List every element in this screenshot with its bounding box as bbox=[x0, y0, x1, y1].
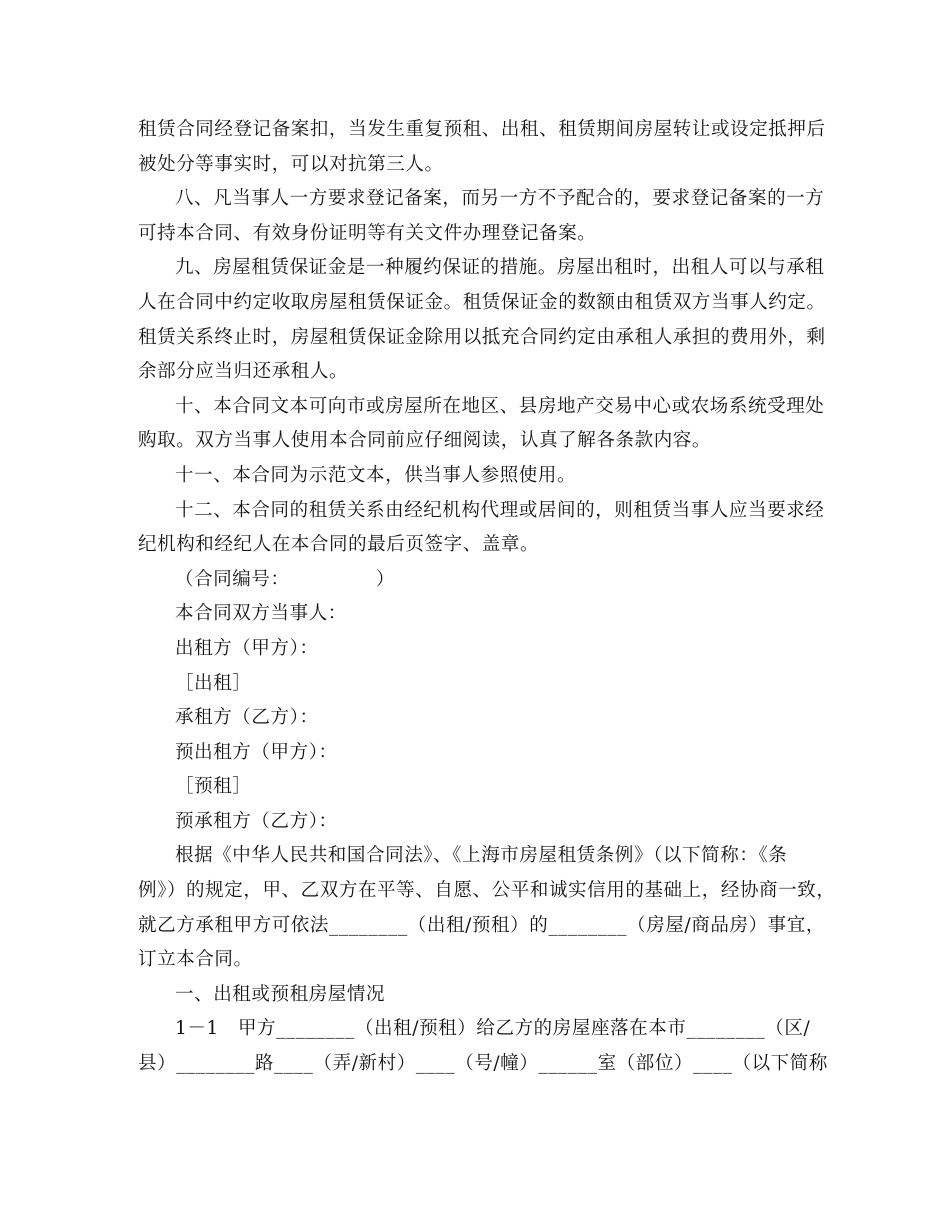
document-line: 十一、本合同为示范文本，供当事人参照使用。 bbox=[175, 464, 577, 486]
document-line: 被处分等事实时，可以对抗第三人。 bbox=[138, 153, 444, 175]
document-line: 购取。双方当事人使用本合同前应仔细阅读，认真了解各条款内容。 bbox=[138, 430, 712, 452]
document-line: ［预租］ bbox=[175, 776, 252, 798]
document-line: 预承租方（乙方）： bbox=[175, 810, 338, 832]
document-line: 就乙方承租甲方可依法________（出租/预租）的________（房屋/商品房）事宜， bbox=[138, 914, 825, 936]
document-line: 出租方（甲方）： bbox=[175, 637, 319, 659]
document-line: 订立本合同。 bbox=[138, 949, 253, 971]
document-line: 县）________路____（弄/新村）____（号/幢）______室（部位）____（以下简称 bbox=[138, 1053, 828, 1075]
document-line: ［出租］ bbox=[175, 672, 252, 694]
document-line: 例》）的规定，甲、乙双方在平等、自愿、公平和诚实信用的基础上，经协商一致， bbox=[138, 880, 836, 902]
document-line: 本合同双方当事人： bbox=[175, 603, 347, 625]
document-line: 九、房屋租赁保证金是一种履约保证的措施。房屋出租时，出租人可以与承租 bbox=[175, 257, 825, 279]
document-line: 纪机构和经纪人在本合同的最后页签字、盖章。 bbox=[138, 534, 540, 556]
document-line: 一、出租或预租房屋情况 bbox=[175, 983, 386, 1005]
document-line: 可持本合同、有效身份证明等有关文件办理登记备案。 bbox=[138, 222, 597, 244]
document-line: 预出租方（甲方）： bbox=[175, 741, 338, 763]
document-line: （合同编号： ） bbox=[175, 568, 395, 590]
document-line: 租赁合同经登记备案扣，当发生重复预租、出租、租赁期间房屋转让或设定抵押后 bbox=[138, 119, 826, 140]
document-line: 十二、本合同的租赁关系由经纪机构代理或居间的，则租赁当事人应当要求经 bbox=[175, 499, 825, 521]
document-line: 租赁关系终止时，房屋租赁保证金除用以抵充合同约定由承租人承担的费用外，剩 bbox=[138, 326, 826, 348]
document-line: 余部分应当归还承租人。 bbox=[138, 361, 349, 383]
document-line: 承租方（乙方）： bbox=[175, 707, 319, 729]
document-body bbox=[138, 113, 836, 1082]
document-line: 八、凡当事人一方要求登记备案，而另一方不予配合的，要求登记备案的一方 bbox=[175, 188, 825, 210]
document-line: 1－1 甲方________（出租/预租）给乙方的房屋座落在本市________（区/ bbox=[175, 1018, 811, 1040]
document-line: 十、本合同文本可向市或房屋所在地区、县房地产交易中心或农场系统受理处 bbox=[175, 395, 825, 417]
document-line: 人在合同中约定收取房屋租赁保证金。租赁保证金的数额由租赁双方当事人约定。 bbox=[138, 291, 826, 313]
document-line: 根据《中华人民共和国合同法》、《上海市房屋租赁条例》（以下简称：《条 bbox=[175, 845, 788, 867]
